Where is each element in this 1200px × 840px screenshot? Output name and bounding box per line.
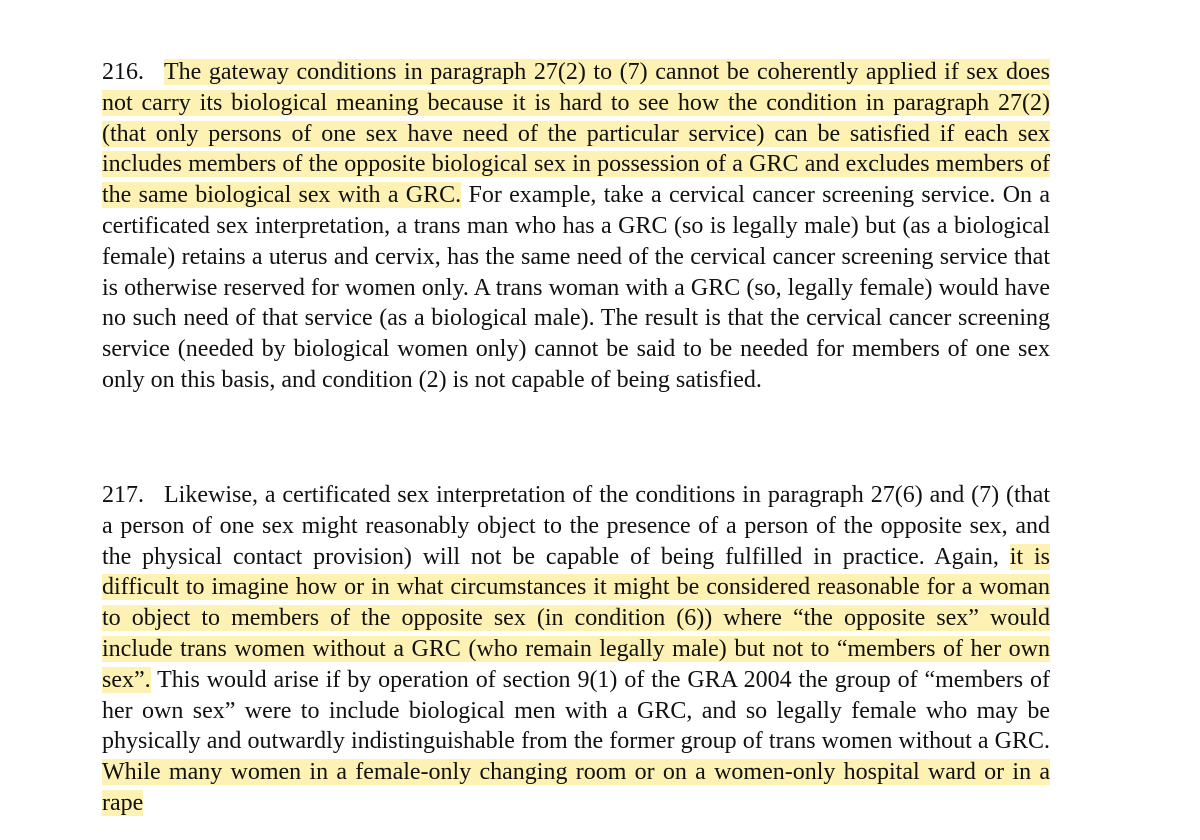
paragraph-217 (102, 480, 1050, 819)
paragraph-number: 216. (102, 59, 144, 85)
body-text: For example, take a cervical cancer screening service. On a certificated sex interpretation, a trans man who has a GRC (so is legally male) but (as a biological female) retains a uterus and cervix, has the same need of the cervical cancer screening service that is otherwise reserved for women only. A trans woman with a GRC (so, legally female) would have no such need of that service (as a biological male). The result is that the cervical cancer screening service (needed by biological women only) cannot be said to be needed for members of one sex only on this basis, and condition (2) is not capable of being satisfied. (102, 182, 1050, 393)
highlighted-text: The gateway conditions in paragraph 27(2) to (7) cannot be coherently applied if sex does not carry its biological meaning because it is hard to see how the condition in paragraph 27(2) (that only persons of one sex have need of the particular service) can be satisfied if each sex includes members of the opposite biological sex in possession of a GRC and excludes members of the same biological sex with a GRC. (102, 59, 1050, 209)
body-text: This would arise if by operation of section 9(1) of the GRA 2004 the group of “members of her own sex” were to include biological men with a GRC, and so legally female who may be physically and outwardly indistinguishable from the former group of trans women without a GRC. (102, 666, 1050, 755)
highlighted-text: While many women in a female-only changing room or on a women-only hospital ward or in a rape (102, 759, 1050, 816)
body-text: Likewise, a certificated sex interpretation of the conditions in paragraph 27(6) and (7) (that a person of one sex might reasonably object to the presence of a person of the opposite sex, and the physical contact provision) will not be capable of being fulfilled in practice. Again, (102, 482, 1050, 570)
highlighted-text: it is difficult to imagine how or in what circumstances it might be considered reasonable for a woman to object to members of the opposite sex (in condition (6)) where “the opposite sex” would include trans women without a GRC (who remain legally male) but not to “members of her own sex”. (102, 543, 1051, 693)
paragraph-216 (102, 57, 1050, 396)
paragraph-number: 217. (102, 482, 144, 508)
